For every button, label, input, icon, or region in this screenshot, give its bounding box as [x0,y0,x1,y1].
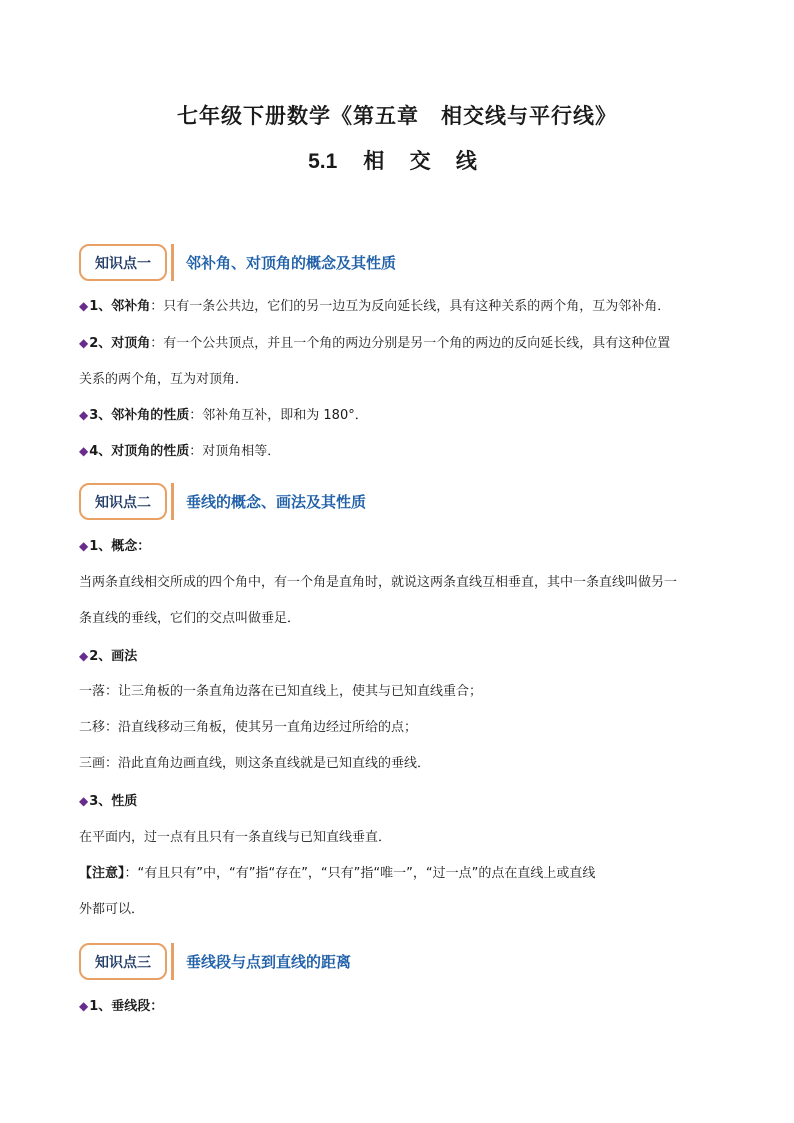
item-adjacent-supplementary-angle [79,298,724,315]
diamond-bullet-icon: ◆ [79,444,89,458]
knowledge-point-badge: 知识点三 [79,943,167,980]
diamond-bullet-icon: ◆ [79,999,89,1013]
section-heading [0,145,794,175]
diamond-bullet-icon: ◆ [79,408,89,422]
note-label: 【注意】 [79,866,125,881]
item-heading: 3、性质 [89,794,138,809]
item-adjacent-property [79,407,724,424]
diamond-bullet-icon: ◆ [79,539,89,553]
property-statement: 在平面内，过一点有且只有一条直线与已知直线垂直． [79,830,392,845]
knowledge-point-title: 垂线段与点到直线的距离 [186,953,352,971]
item-body: ：只有一条公共边，它们的另一边互为反向延长线，具有这种关系的两个角，互为邻补角． [150,299,671,314]
drawing-step-2: 二移：沿直线移动三角板，使其另一直角边经过所给的点； [79,720,418,735]
item-heading: 2、画法 [89,649,138,664]
drawing-step-1: 一落：让三角板的一条直角边落在已知直线上，使其与已知直线重合； [79,684,483,699]
knowledge-point-2-header [79,483,366,520]
drawing-step-3: 三画：沿此直角边画直线，则这条直线就是已知直线的垂线． [79,756,431,771]
knowledge-point-title: 邻补角、对顶角的概念及其性质 [186,254,397,272]
item-heading: 1、邻补角 [89,299,151,314]
item-heading: 2、对顶角 [89,336,151,351]
item-body: ：有一个公共顶点，并且一个角的两边分别是另一个角的两边的反向延长线，具有这种位置 [150,336,671,351]
item-body: ：邻补角互补，即和为 180°． [189,408,368,423]
drawing-method-heading [79,648,724,665]
item-heading: 1、概念： [89,539,151,554]
diamond-bullet-icon: ◆ [79,299,89,313]
knowledge-point-1-header [79,244,396,281]
concept-definition-line-2: 条直线的垂线，它们的交点叫做垂足． [79,611,301,626]
badge-divider [171,244,174,281]
section-title: 相 交 线 [363,149,486,173]
badge-divider [171,943,174,980]
note-line-1 [79,866,724,882]
perpendicular-segment-heading [79,998,724,1015]
item-heading: 4、对顶角的性质 [89,444,190,459]
concept-definition-line-1: 当两条直线相交所成的四个角中，有一个角是直角时，就说这两条直线互相垂直，其中一条直线叫做另一 [79,575,678,590]
property-heading [79,793,724,810]
diamond-bullet-icon: ◆ [79,794,89,808]
concept-heading [79,538,724,555]
item-vertical-angle-cont [79,372,724,388]
item-heading: 3、邻补角的性质 [89,408,190,423]
badge-divider [171,483,174,520]
item-vertical-angle [79,335,724,352]
knowledge-point-badge: 知识点二 [79,483,167,520]
section-number: 5.1 [308,150,338,173]
knowledge-point-badge: 知识点一 [79,244,167,281]
diamond-bullet-icon: ◆ [79,649,89,663]
item-vertical-property [79,443,724,460]
item-body: 关系的两个角，互为对顶角． [79,372,249,387]
item-heading: 1、垂线段： [89,999,164,1014]
note-text: ：“有且只有”中，“有”指“存在”，“只有”指“唯一”，“过一点”的点在直线上或直线 [124,866,596,881]
document-title: 七年级下册数学《第五章 相交线与平行线》 [177,104,617,128]
note-line-2: 外都可以． [79,902,145,917]
item-body: ：对顶角相等． [189,444,281,459]
knowledge-point-3-header [79,943,351,980]
diamond-bullet-icon: ◆ [79,336,89,350]
knowledge-point-title: 垂线的概念、画法及其性质 [186,493,367,511]
